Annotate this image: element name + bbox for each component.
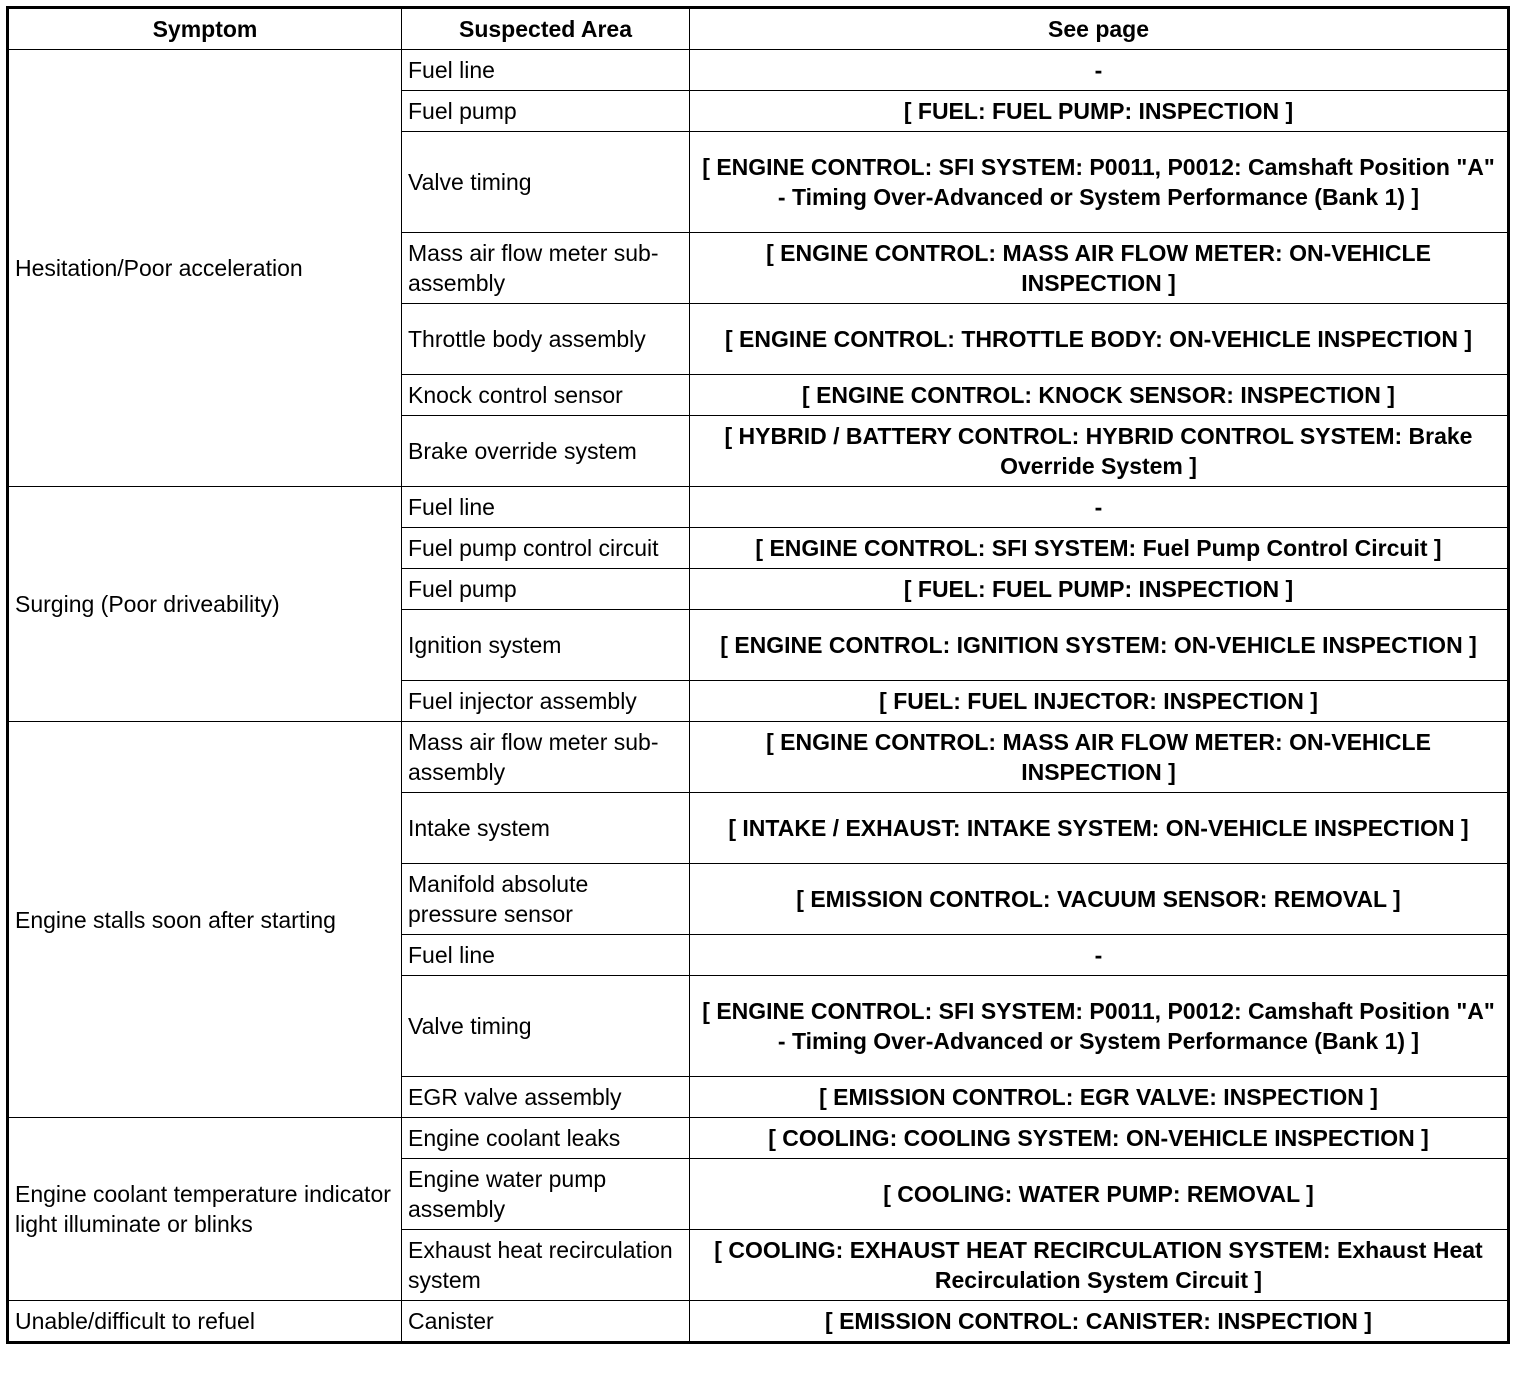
table-row <box>8 487 1509 528</box>
suspected-area-cell: Engine water pump assembly <box>402 1159 690 1230</box>
see-page-link[interactable]: [ ENGINE CONTROL: MASS AIR FLOW METER: ON-VEHICLE INSPECTION ] <box>690 722 1509 793</box>
symptom-table <box>6 6 1510 1344</box>
suspected-area-cell: Fuel line <box>402 487 690 528</box>
see-page-link[interactable]: [ ENGINE CONTROL: KNOCK SENSOR: INSPECTION ] <box>690 375 1509 416</box>
see-page-link[interactable]: [ EMISSION CONTROL: EGR VALVE: INSPECTION ] <box>690 1077 1509 1118</box>
suspected-area-cell: Mass air flow meter sub-assembly <box>402 233 690 304</box>
table-row <box>8 722 1509 793</box>
see-page-link[interactable]: [ ENGINE CONTROL: SFI SYSTEM: P0011, P0012: Camshaft Position "A" - Timing Over-Advanced or System Performance (Bank 1) ] <box>690 132 1509 233</box>
see-page-link[interactable]: [ FUEL: FUEL PUMP: INSPECTION ] <box>690 569 1509 610</box>
see-page-link[interactable]: [ FUEL: FUEL INJECTOR: INSPECTION ] <box>690 681 1509 722</box>
see-page-link[interactable]: [ ENGINE CONTROL: SFI SYSTEM: Fuel Pump Control Circuit ] <box>690 528 1509 569</box>
see-page-link[interactable]: [ HYBRID / BATTERY CONTROL: HYBRID CONTROL SYSTEM: Brake Override System ] <box>690 416 1509 487</box>
see-page-cell: - <box>690 935 1509 976</box>
suspected-area-cell: Fuel line <box>402 50 690 91</box>
suspected-area-cell: Throttle body assembly <box>402 304 690 375</box>
header-row <box>8 8 1509 50</box>
suspected-area-cell: Mass air flow meter sub-assembly <box>402 722 690 793</box>
symptom-cell: Unable/difficult to refuel <box>8 1301 402 1343</box>
see-page-link[interactable]: [ COOLING: EXHAUST HEAT RECIRCULATION SYSTEM: Exhaust Heat Recirculation System Circuit ] <box>690 1230 1509 1301</box>
suspected-area-cell: Intake system <box>402 793 690 864</box>
symptom-cell: Engine coolant temperature indicator light illuminate or blinks <box>8 1118 402 1301</box>
table-row <box>8 1301 1509 1343</box>
suspected-area-cell: Engine coolant leaks <box>402 1118 690 1159</box>
suspected-area-cell: Fuel pump control circuit <box>402 528 690 569</box>
see-page-link[interactable]: [ ENGINE CONTROL: MASS AIR FLOW METER: ON-VEHICLE INSPECTION ] <box>690 233 1509 304</box>
table-row <box>8 1118 1509 1159</box>
suspected-area-cell: Knock control sensor <box>402 375 690 416</box>
suspected-area-cell: EGR valve assembly <box>402 1077 690 1118</box>
header-suspected-area: Suspected Area <box>402 8 690 50</box>
header-see-page: See page <box>690 8 1509 50</box>
see-page-link[interactable]: [ INTAKE / EXHAUST: INTAKE SYSTEM: ON-VEHICLE INSPECTION ] <box>690 793 1509 864</box>
see-page-link[interactable]: [ FUEL: FUEL PUMP: INSPECTION ] <box>690 91 1509 132</box>
see-page-link[interactable]: [ COOLING: COOLING SYSTEM: ON-VEHICLE INSPECTION ] <box>690 1118 1509 1159</box>
see-page-link[interactable]: [ COOLING: WATER PUMP: REMOVAL ] <box>690 1159 1509 1230</box>
suspected-area-cell: Manifold absolute pressure sensor <box>402 864 690 935</box>
suspected-area-cell: Ignition system <box>402 610 690 681</box>
header-symptom: Symptom <box>8 8 402 50</box>
suspected-area-cell: Valve timing <box>402 976 690 1077</box>
table-row <box>8 50 1509 91</box>
see-page-link[interactable]: [ ENGINE CONTROL: IGNITION SYSTEM: ON-VEHICLE INSPECTION ] <box>690 610 1509 681</box>
see-page-cell: - <box>690 50 1509 91</box>
document-page <box>6 6 1510 1344</box>
suspected-area-cell: Canister <box>402 1301 690 1343</box>
suspected-area-cell: Fuel pump <box>402 569 690 610</box>
see-page-link[interactable]: [ ENGINE CONTROL: SFI SYSTEM: P0011, P0012: Camshaft Position "A" - Timing Over-Advanced or System Performance (Bank 1) ] <box>690 976 1509 1077</box>
suspected-area-cell: Exhaust heat recirculation system <box>402 1230 690 1301</box>
suspected-area-cell: Valve timing <box>402 132 690 233</box>
suspected-area-cell: Fuel injector assembly <box>402 681 690 722</box>
see-page-link[interactable]: [ EMISSION CONTROL: VACUUM SENSOR: REMOVAL ] <box>690 864 1509 935</box>
suspected-area-cell: Fuel pump <box>402 91 690 132</box>
see-page-link[interactable]: [ ENGINE CONTROL: THROTTLE BODY: ON-VEHICLE INSPECTION ] <box>690 304 1509 375</box>
suspected-area-cell: Brake override system <box>402 416 690 487</box>
see-page-link[interactable]: [ EMISSION CONTROL: CANISTER: INSPECTION ] <box>690 1301 1509 1343</box>
see-page-cell: - <box>690 487 1509 528</box>
symptom-cell: Engine stalls soon after starting <box>8 722 402 1118</box>
suspected-area-cell: Fuel line <box>402 935 690 976</box>
symptom-cell: Hesitation/Poor acceleration <box>8 50 402 487</box>
symptom-cell: Surging (Poor driveability) <box>8 487 402 722</box>
